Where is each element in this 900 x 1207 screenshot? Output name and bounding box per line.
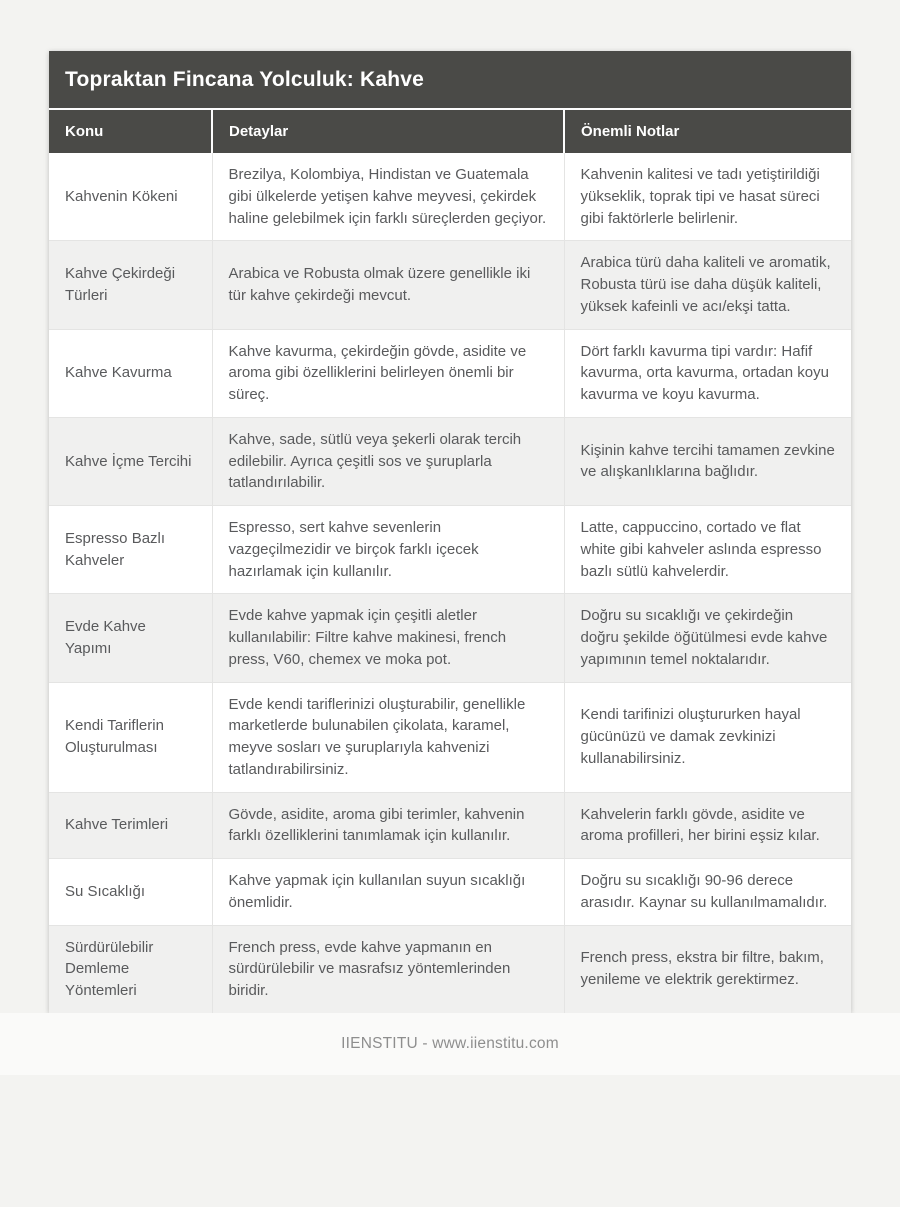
document-card xyxy=(49,51,851,1013)
cell-detaylar: Brezilya, Kolombiya, Hindistan ve Guatemala gibi ülkelerde yetişen kahve meyvesi, çekirdek haline gelebilmek için farklı süreçlerden geçiyor. xyxy=(212,153,564,241)
footer-text: IIENSTITU - www.iienstitu.com xyxy=(341,1034,559,1052)
table-row xyxy=(49,594,851,682)
cell-detaylar: French press, evde kahve yapmanın en sürdürülebilir ve masrafsız yöntemlerinden biridir. xyxy=(212,925,564,1013)
table-row xyxy=(49,859,851,926)
cell-detaylar: Evde kahve yapmak için çeşitli aletler kullanılabilir: Filtre kahve makinesi, french press, V60, chemex ve moka pot. xyxy=(212,594,564,682)
table-row xyxy=(49,241,851,329)
column-header-onemli-notlar: Önemli Notlar xyxy=(564,109,851,153)
cell-konu: Evde Kahve Yapımı xyxy=(49,594,212,682)
cell-onemli-notlar: Kahvenin kalitesi ve tadı yetiştirildiği yükseklik, toprak tipi ve hasat süreci gibi faktörlerle belirlenir. xyxy=(564,153,851,241)
cell-konu: Kendi Tariflerin Oluşturulması xyxy=(49,682,212,792)
cell-onemli-notlar: Doğru su sıcaklığı 90-96 derece arasıdır. Kaynar su kullanılmamalıdır. xyxy=(564,859,851,926)
cell-konu: Su Sıcaklığı xyxy=(49,859,212,926)
table-row xyxy=(49,925,851,1013)
cell-konu: Espresso Bazlı Kahveler xyxy=(49,506,212,594)
cell-onemli-notlar: Arabica türü daha kaliteli ve aromatik, Robusta türü ise daha düşük kaliteli, yüksek kafeinli ve acı/ekşi tatta. xyxy=(564,241,851,329)
cell-detaylar: Espresso, sert kahve sevenlerin vazgeçilmezidir ve birçok farklı içecek hazırlamak için kullanılır. xyxy=(212,506,564,594)
cell-onemli-notlar: Kahvelerin farklı gövde, asidite ve aroma profilleri, her birini eşsiz kılar. xyxy=(564,792,851,859)
coffee-info-table xyxy=(49,108,851,1013)
table-row xyxy=(49,682,851,792)
table-row xyxy=(49,506,851,594)
cell-konu: Kahve Kavurma xyxy=(49,329,212,417)
footer xyxy=(0,1013,900,1075)
column-header-konu: Konu xyxy=(49,109,212,153)
column-header-detaylar: Detaylar xyxy=(212,109,564,153)
cell-onemli-notlar: Latte, cappuccino, cortado ve flat white gibi kahveler aslında espresso bazlı sütlü kahvelerdir. xyxy=(564,506,851,594)
cell-detaylar: Kahve, sade, sütlü veya şekerli olarak tercih edilebilir. Ayrıca çeşitli sos ve şuruplarla tatlandırılabilir. xyxy=(212,417,564,505)
table-row xyxy=(49,417,851,505)
table-body xyxy=(49,153,851,1013)
cell-detaylar: Kahve yapmak için kullanılan suyun sıcaklığı önemlidir. xyxy=(212,859,564,926)
cell-konu: Sürdürülebilir Demleme Yöntemleri xyxy=(49,925,212,1013)
table-row xyxy=(49,329,851,417)
table-row xyxy=(49,792,851,859)
cell-konu: Kahve İçme Tercihi xyxy=(49,417,212,505)
table-row xyxy=(49,153,851,241)
cell-onemli-notlar: Kendi tarifinizi oluştururken hayal gücünüzü ve damak zevkinizi kullanabilirsiniz. xyxy=(564,682,851,792)
title-bar xyxy=(49,51,851,108)
cell-onemli-notlar: French press, ekstra bir filtre, bakım, yenileme ve elektrik gerektirmez. xyxy=(564,925,851,1013)
cell-detaylar: Gövde, asidite, aroma gibi terimler, kahvenin farklı özelliklerini tanımlamak için kullanılır. xyxy=(212,792,564,859)
page-title: Topraktan Fincana Yolculuk: Kahve xyxy=(65,67,425,91)
cell-onemli-notlar: Dört farklı kavurma tipi vardır: Hafif kavurma, orta kavurma, ortadan koyu kavurma ve koyu kavurma. xyxy=(564,329,851,417)
cell-konu: Kahve Terimleri xyxy=(49,792,212,859)
cell-onemli-notlar: Kişinin kahve tercihi tamamen zevkine ve alışkanlıklarına bağlıdır. xyxy=(564,417,851,505)
cell-konu: Kahve Çekirdeği Türleri xyxy=(49,241,212,329)
cell-onemli-notlar: Doğru su sıcaklığı ve çekirdeğin doğru şekilde öğütülmesi evde kahve yapımının temel noktalarıdır. xyxy=(564,594,851,682)
cell-konu: Kahvenin Kökeni xyxy=(49,153,212,241)
table-header xyxy=(49,109,851,153)
cell-detaylar: Evde kendi tariflerinizi oluşturabilir, genellikle marketlerde bulunabilen çikolata, karamel, meyve sosları ve şuruplarıyla kahvenizi tatlandırabilirsiniz. xyxy=(212,682,564,792)
cell-detaylar: Kahve kavurma, çekirdeğin gövde, asidite ve aroma gibi özelliklerini belirleyen önemli bir süreç. xyxy=(212,329,564,417)
cell-detaylar: Arabica ve Robusta olmak üzere genellikle iki tür kahve çekirdeği mevcut. xyxy=(212,241,564,329)
